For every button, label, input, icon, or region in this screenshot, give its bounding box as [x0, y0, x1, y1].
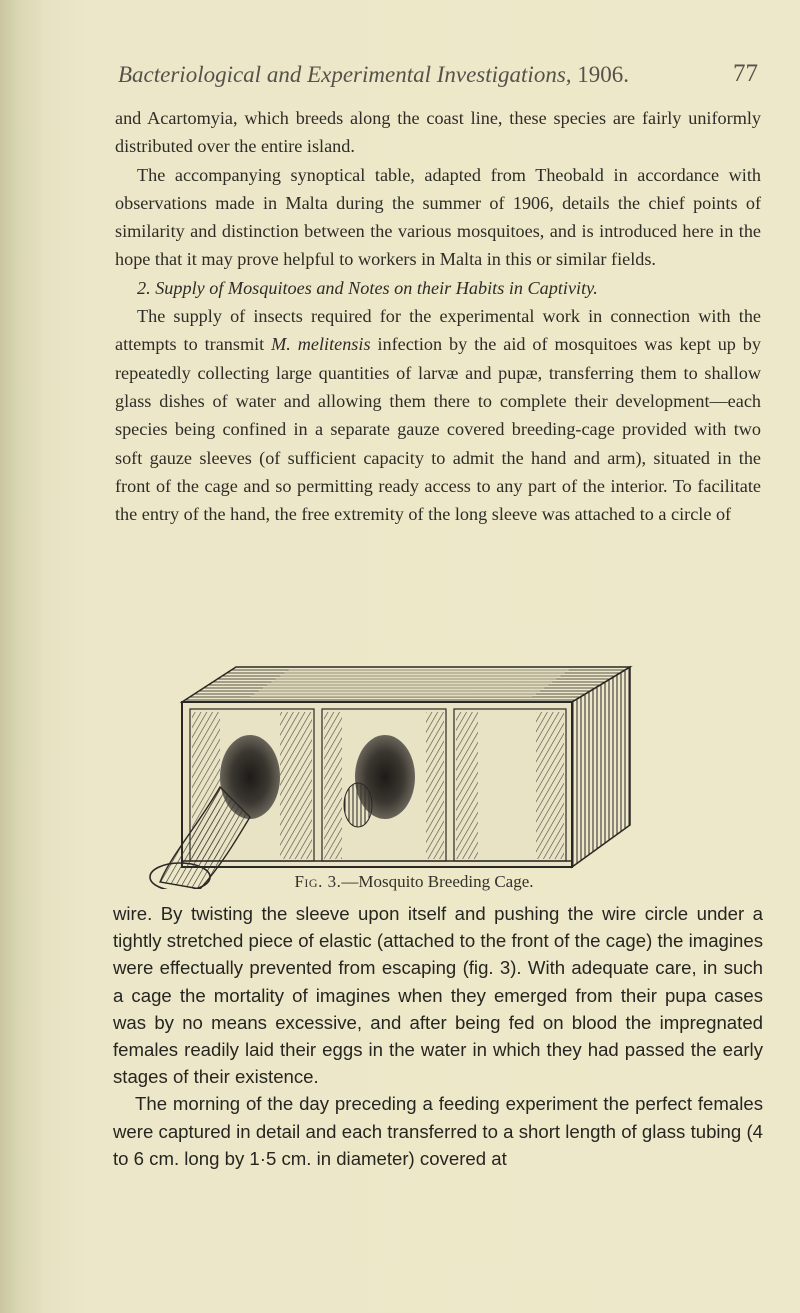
paragraph-1: and Acartomyia, which breeds along the coast line, these species are fairly uniformly distributed over the entire island.	[115, 108, 761, 157]
paragraph-3	[115, 302, 761, 528]
figure-label: Fig. 3.	[294, 872, 342, 891]
figure-caption-text: —Mosquito Breeding Cage.	[341, 872, 534, 891]
running-title-year: 1906.	[577, 62, 630, 87]
paragraph-2: The accompanying synoptical table, adapted from Theobald in accordance with observations made in Malta during the summer of 1906, details the chief points of similarity and distinction between the various mosquitoes, and is introduced here in the hope that it may prove helpful to workers in Malta in this or similar fields.	[115, 164, 761, 270]
page-number: 77	[733, 60, 758, 87]
text-block-bottom	[113, 900, 763, 1172]
paragraph-3-start: The supply of insects required for the experimental work in connection with the attempts to transmit	[115, 306, 761, 355]
paragraph-4: wire. By twisting the sleeve upon itself and pushing the wire circle under a tightly stretched piece of elastic (attached to the front of the cage) the imagines were effectually prevented from escaping (fig. 3). With adequate care, in such a cage the mortality of imagines when they emerged from their pupa cases was by no means excessive, and after being fed on blood the impregnated females readily laid their eggs in the water in which they had passed the early stages of their existence.	[113, 903, 763, 1088]
species-name: M. melitensis	[271, 334, 371, 355]
figure-caption	[0, 872, 800, 892]
paragraph-5: The morning of the day preceding a feeding experiment the perfect females were captured in detail and each transferred to a short length of glass tubing (4 to 6 cm. long by 1·5 cm. in diameter) covered at	[113, 1093, 763, 1169]
section-heading: 2. Supply of Mosquitoes and Notes on their Habits in Captivity.	[137, 277, 598, 298]
paragraph-3-end: infection by the aid of mosquitoes was kept up by repeatedly collecting large quantities of larvæ and pupæ, transferring them to shallow glass dishes of water and allowing them there to complete their development—each species being confined in a separate gauze covered breeding-cage provided with two soft gauze sleeves (of sufficient capacity to admit the hand and arm), situated in the front of the cage and so permitting ready access to any part of the interior. To facilitate the entry of the hand, the free extremity of the long sleeve was attached to a circle of	[115, 334, 761, 525]
text-block-top	[115, 104, 761, 528]
mosquito-breeding-cage-illustration	[140, 657, 650, 889]
running-head	[118, 62, 758, 96]
running-title-text: Bacteriological and Experimental Investigations,	[118, 62, 572, 87]
running-title	[118, 62, 629, 88]
